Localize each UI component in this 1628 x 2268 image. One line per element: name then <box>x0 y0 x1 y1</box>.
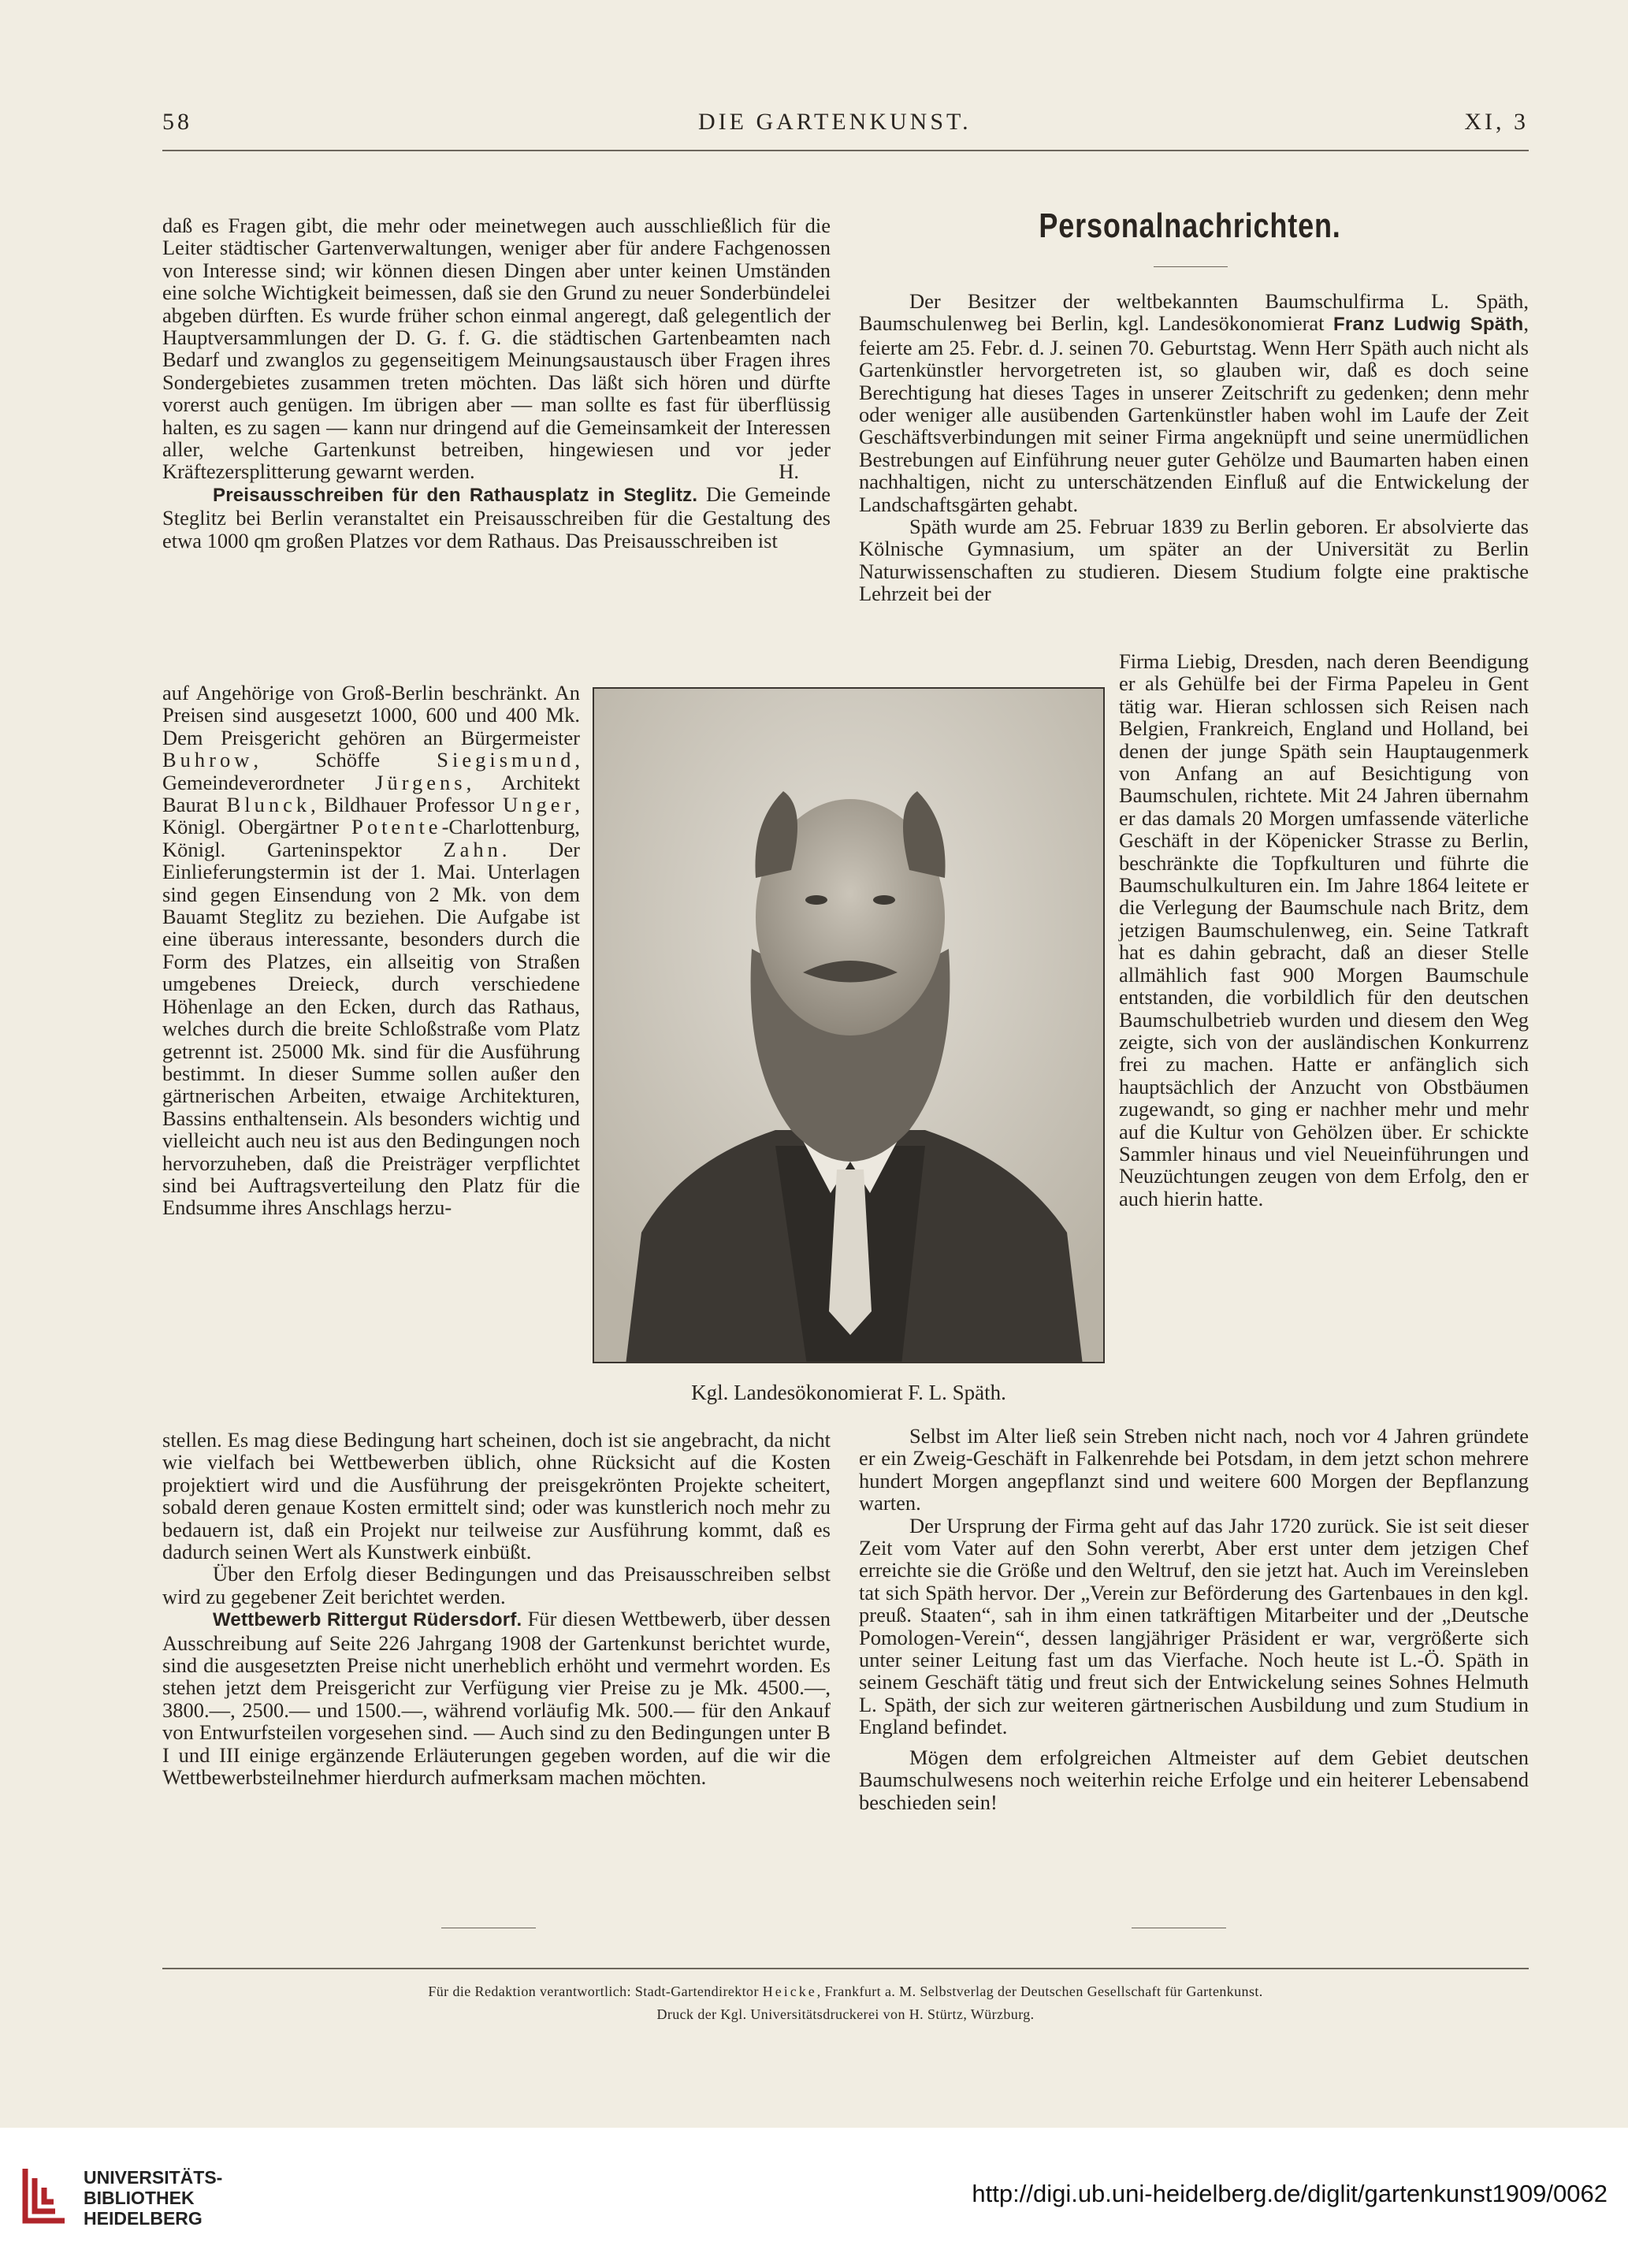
volume-number: XI, 3 <box>1464 109 1529 135</box>
signature-h: H. <box>779 459 799 484</box>
heading-ruedersdorf: Wettbewerb Rittergut Rüdersdorf. <box>213 1609 522 1631</box>
name-zahn: Zahn <box>443 837 502 861</box>
name-franz-ludwig-spaeth: Franz Ludwig Späth <box>1333 314 1524 336</box>
paragraph-spaeth-career: Firma Liebig, Dresden, nach deren Beendigung er als Gehülfe bei der Firma Papeleu in Gent tätig war. Hieran schlossen sich Reisen nach Belgien, Frankreich, England und Holland, bei denen der junge Späth sein Hauptaugenmerk von Anfang an auf Besichtigung von Baumschulen, richtete. Mit 24 Jahren übernahm er das damals 20 Morgen umfassende väterliche Geschäft in der Köpenicker Strasse zu Berlin, beschränkte die Topfkulturen und führte die Baumschulkulturen ein. Im Jahre 1864 leitete er die Verlegung der Baumschule nach Britz, dem jetzigen Baumschulenweg, ein. Seine Tatkraft hat es dahin gebracht, daß an dieser Stelle allmählich fast 900 Morgen Baumschule entstanden, die vorbildlich für den deutschen Baumschulbetrieb wurden und diesem den Weg zeigte, sich von der ausländischen Konkurrenz frei zu machen. Hatte er anfänglich sich hauptsächlich der Anzucht von Obstbäumen zugewandt, so ging er nachher mehr und mehr auf die Kultur von Gehölzen über. Er schickte Sammler hinaus und viel Neueinführungen und Neuzüchtungen zeugen von dem Erfolg, den er auch hierin hatte. <box>1119 649 1529 1210</box>
paragraph-firm-origin: Der Ursprung der Firma geht auf das Jahr 1720 zurück. Sie ist seit dieser Zeit vom Vater auf den Sohn vererbt, Aber erst unter dem jetzigen Chef erreichte sie die Größe und den Weltruf, den sie jetzt hat. Auch im Vereinsleben tat sich Späth hervor. Der „Verein zur Beförderung des Gartenbaues in den kgl. preuß. Staaten“, sah in ihm einen tatkräftigen Mitarbeiter und der „Deutsche Pomologen-Verein“, dessen langjähriger Präsident er war, vergrößerte sich unter seiner Leitung fast um das Vierfache. Noch heute ist L.-Ö. Späth in seinem Geschäft tätig und freut sich der Entwickelung seines Sohnes Helmuth L. Späth, der sich zur weiteren gärtnerischen Ausbildung und zum Studium in England befindet. <box>859 1513 1529 1739</box>
library-name: UNIVERSITÄTS- BIBLIOTHEK HEIDELBERG <box>84 2167 223 2229</box>
paragraph-spaeth-birth: Späth wurde am 25. Februar 1839 zu Berlin geboren. Er absolvierte das Kölnische Gymnasium, um später an der Universität zu Berlin Naturwissenschaften zu studieren. Diesem Studium folgte eine praktische Lehrzeit bei der <box>859 515 1529 606</box>
header-rule <box>162 150 1529 151</box>
section-title: Personalnachrichten. <box>1039 206 1341 245</box>
right-column-narrow <box>1119 650 1529 1210</box>
running-header <box>162 109 1529 140</box>
name-potente: Potente <box>351 815 442 839</box>
right-column-top <box>859 290 1529 605</box>
paragraph-gartenbeamte: daß es Fragen gibt, die mehr oder meinetwegen auch ausschließlich für die Leiter städtischer Gartenverwaltungen, weniger aber für andere Fachgenossen von Interesse sind; wir können diesen Dingen aber unter keinen Umständen eine solche Wichtigkeit beimessen, daß sie den Grund zu neuer Sonderbündelei abgeben dürften. Es wurde früher schon einmal angeregt, daß gelegentlich der Hauptversammlungen der D. G. f. G. die städtischen Gartenbeamten nach Bedarf und zwanglos zu gegenseitigem Meinungsaustausch über Fragen ihres Sondergebietes zusammen treten möchten. Das läßt sich hören und dürfte vorerst auch genügen. Im übrigen aber — man sollte es fast für überflüssig halten, es zu sagen — kann nur dringend auf die Gemeinsamkeit der Interessen aller, welche Gartenkunst betreiben, hingewiesen und vor jeder Kräftezersplitterung gewarnt werden. H. <box>162 214 831 484</box>
paragraph-erfolg: Über den Erfolg dieser Bedingungen und das Preisausschreiben selbst wird zu gegebener Zeit berichtet werden. <box>162 1562 831 1608</box>
paragraph-steglitz-cont: stellen. Es mag diese Bedingung hart scheinen, doch ist sie angebracht, da nicht wie vielfach bei Wettbewerben üblich, ohne Rücksicht auf die Kosten projektiert wird und die Ausführung der preisgekrönten Projekte scheitert, sobald deren genaue Kosten ermittelt sind; oder was kunstlerich noch mehr zu bedauern ist, daß ein Projekt nur teilweise zur Ausführung kommt, daß es dadurch seinen Wert als Kunstwerk einbüßt. <box>162 1428 831 1564</box>
paragraph-closing-wish: Mögen dem erfolgreichen Altmeister auf dem Gebiet deutschen Baumschulwesens noch weiterhin reiche Erfolge und ein heiterer Lebensabend beschieden sein! <box>859 1745 1529 1814</box>
university-library-logo-icon <box>17 2161 72 2229</box>
permalink-url[interactable]: http://digi.ub.uni-heidelberg.de/diglit/gartenkunst1909/0062 <box>972 2180 1608 2207</box>
left-column-top <box>162 214 831 552</box>
portrait-illustration <box>594 689 1105 1363</box>
portrait-photograph <box>593 687 1105 1363</box>
name-heicke: Heicke <box>762 1984 817 1999</box>
right-column-bottom <box>859 1425 1529 1813</box>
paragraph-steglitz-jury: auf Angehörige von Groß-Berlin beschränkt. An Preisen sind ausgesetzt 1000, 600 und 400 Mk. Dem Preisgericht gehören an Bürgermeister Buhrow, Schöffe Siegismund, Gemeindeverordneter Jürgens, Architekt Baurat Blunck, Bildhauer Professor Unger, Königl. Obergärtner Potente-Charlottenburg, Königl. Garteninspektor Zahn. Der Einlieferungstermin ist der 1. Mai. Unterlagen sind gegen Einsendung von 2 Mk. von dem Bauamt Steglitz zu beziehen. Die Aufgabe ist eine überaus interessante, besonders durch die Form des Platzes, ein allseitig von Straßen umgebenes Dreieck, durch verschiedene Höhenlage an den Ecken, durch das Rathaus, welches durch die breite Schloßstraße vom Platz getrennt ist. 25000 Mk. sind für die Ausführung bestimmt. In dieser Summe sollen außer den gärtnerischen Arbeiten, etwaige Architekturen, Bassins enthaltensein. Als besonders wichtig und vielleicht auch neu ist aus den Bedingungen noch hervorzuheben, daß die Preisträger verpflichtet sind bei Auftragsverteilung den Platz für die Endsumme ihres Anschlags herzu- <box>162 681 580 1220</box>
paragraph-steglitz-intro: Preisausschreiben für den Rathausplatz in Steglitz. Die Gemeinde Steglitz bei Berlin veranstaltet ein Preisausschreiben für die Gestaltung des etwa 1000 qm großen Platzes vor dem Rathaus. Das Preisausschreiben ist <box>162 481 831 552</box>
page-number: 58 <box>162 109 192 135</box>
name-buhrow: Buhrow <box>162 748 254 772</box>
imprint-line-2: Druck der Kgl. Universitätsdruckerei von H. Stürtz, Würzburg. <box>656 2006 1035 2022</box>
left-column-narrow <box>162 682 580 1219</box>
imprint-line-1: Für die Redaktion verantwortlich: Stadt-Gartendirektor Heicke, Frankfurt a. M. Selbstverlag der Deutschen Gesellschaft für Gartenkunst. <box>428 1984 1263 1999</box>
paragraph-ruedersdorf: Wettbewerb Rittergut Rüdersdorf. Für diesen Wettbewerb, über dessen Ausschreibung auf Seite 226 Jahrgang 1908 der Gartenkunst berichtet wurde, sind die ausgesetzten Preise nicht unerheblich erhöht und vermehrt worden. Es stehen jetzt dem Preisgericht zur Verfügung vier Preise zu je Mk. 4500.—, 3800.—, 2500.— und 1500.—, während vorläufig Mk. 500.— für den Ankauf von Entwurfsteilen vorgesehen sind. — Auch sind zu den Bedingungen unter B I und III einige ergänzende Erläuterungen gegeben worden, auf die wir die Wettbewerbsteilnehmer hierdurch aufmerksam machen möchten. <box>162 1607 831 1790</box>
paragraph-spaeth-intro: Der Besitzer der weltbekannten Baumschulfirma L. Späth, Baumschulenweg bei Berlin, kgl. Landesökonomierat Franz Ludwig Späth, feierte am 25. Febr. d. J. seinen 70. Geburtstag. Wenn Herr Späth auch nicht als Gartenkünstler hervorgetreten ist, so glauben wir, daß es doch seine Berechtigung hat dieses Tages in unserer Zeitschrift zu gedenken; denn mehr oder weniger alle ausübenden Gartenkünstler haben wohl im Laufe der Zeit Geschäftsverbindungen mit seiner Firma angeknüpft und seine unermüdlichen Bestrebungen auf Einführung neuer guter Gehölze und Baumarten haben einen nachhaltigen, nicht zu unterschätzenden Einfluß auf die Entwickelung der Landschaftsgärten gehabt. <box>859 289 1529 516</box>
name-unger: Unger <box>503 793 575 817</box>
footer-rule <box>162 1968 1529 1969</box>
heading-steglitz: Preisausschreiben für den Rathausplatz in Steglitz. <box>213 484 698 506</box>
title-rule <box>1154 266 1228 267</box>
name-juergens: Jürgens <box>375 770 466 794</box>
name-siegismund: Siegismund <box>437 748 575 772</box>
left-column-bottom <box>162 1429 831 1789</box>
paragraph-falkenrehde: Selbst im Alter ließ sein Streben nicht nach, noch vor 4 Jahren gründete er ein Zweig-Geschäft in Falkenrehde bei Potsdam, in dem jetzt schon mehrere hundert Morgen angepflanzt sind und weitere 600 Morgen der Bepflanzung warten. <box>859 1424 1529 1515</box>
name-blunck: Blunck <box>226 793 311 817</box>
photo-caption: Kgl. Landesökonomierat F. L. Späth. <box>691 1381 1006 1404</box>
journal-title: DIE GARTENKUNST. <box>698 109 972 135</box>
